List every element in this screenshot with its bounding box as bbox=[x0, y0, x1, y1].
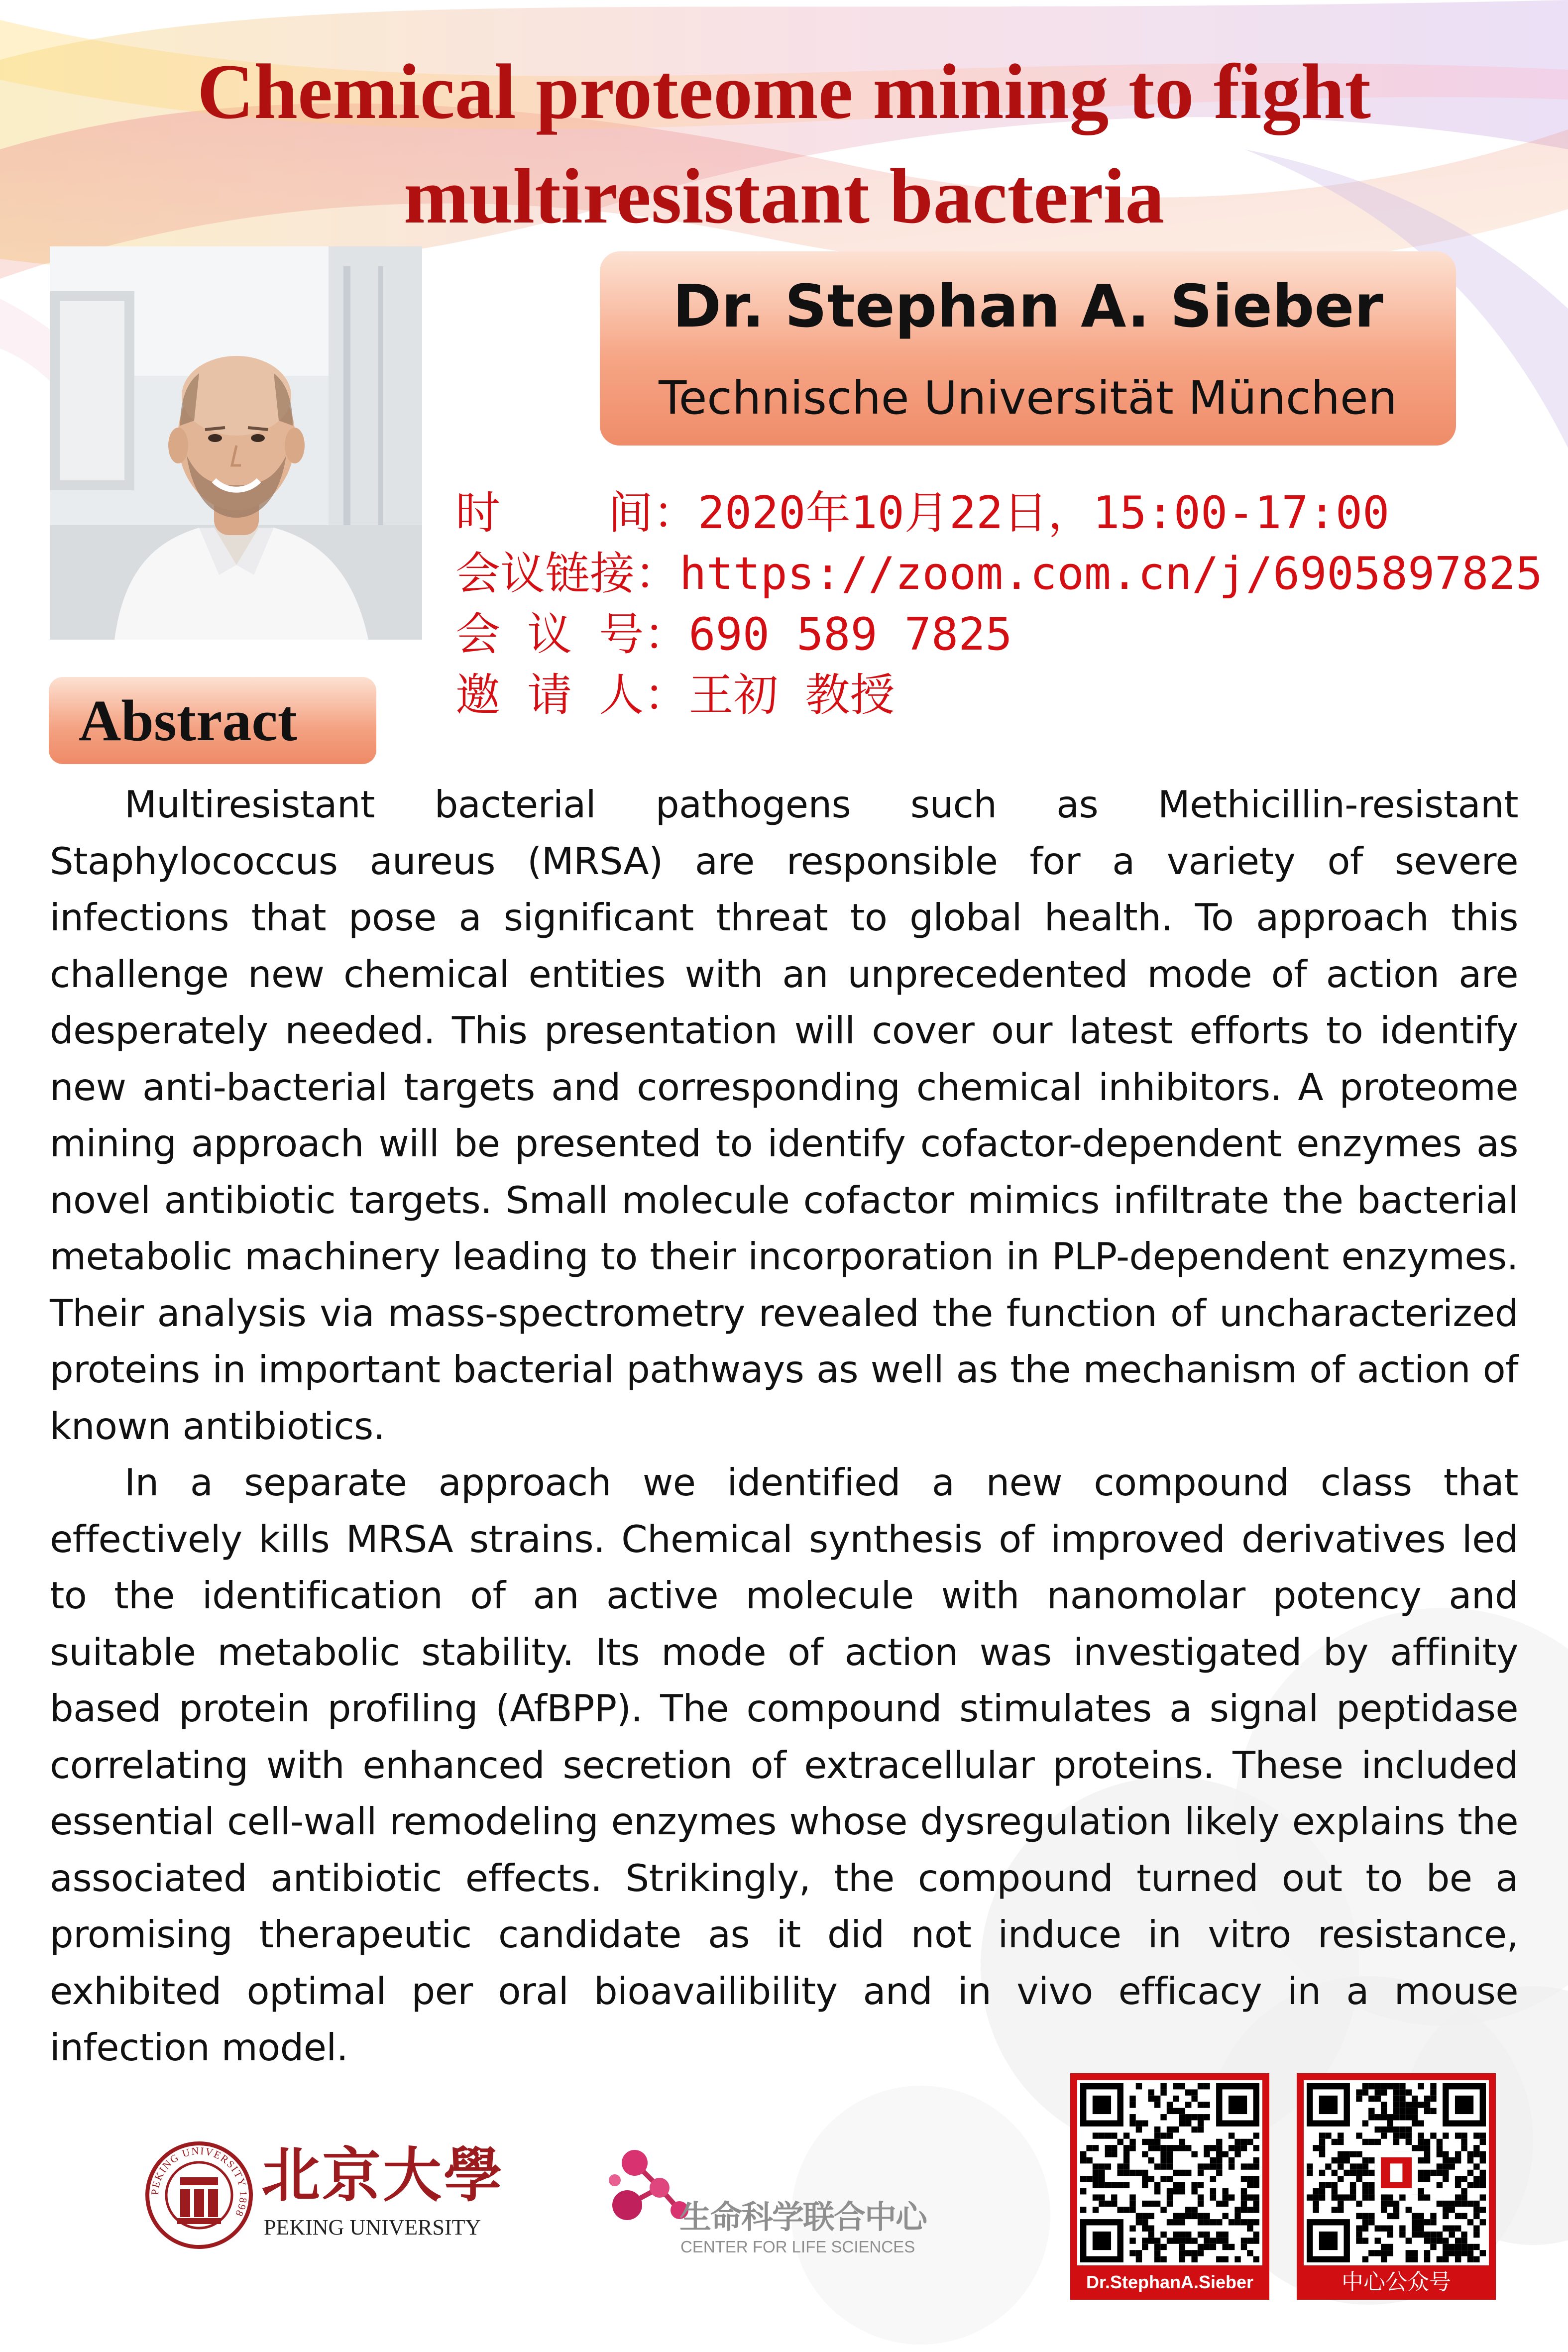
time-value: 2020年10月22日，15:00-17:00 bbox=[697, 487, 1390, 539]
speaker-institution: Technische Universität München bbox=[659, 371, 1397, 425]
meeting-id-label: 会 议 号： bbox=[455, 608, 689, 661]
link-row bbox=[455, 544, 1551, 604]
host-label: 邀 请 人： bbox=[455, 669, 689, 721]
cls-chinese-name: 生命科学联合中心 bbox=[679, 2199, 926, 2236]
pku-english-name: PEKING UNIVERSITY bbox=[264, 2215, 481, 2240]
host-value: 王初 教授 bbox=[688, 669, 895, 721]
meeting-link[interactable]: https://zoom.com.cn/j/6905897825 bbox=[679, 548, 1543, 600]
speaker-name: Dr. Stephan A. Sieber bbox=[672, 272, 1383, 340]
center-qr-card[interactable] bbox=[1297, 2073, 1496, 2300]
abstract-heading: Abstract bbox=[49, 677, 376, 764]
qr-code-icon bbox=[1080, 2083, 1259, 2262]
meeting-id-value: 690 589 7825 bbox=[688, 608, 1012, 661]
center-qr-code[interactable] bbox=[1304, 2080, 1489, 2265]
speaker-box bbox=[600, 251, 1456, 446]
speaker-photo bbox=[50, 246, 422, 640]
speaker-portrait-icon bbox=[50, 246, 422, 640]
svg-text:PEKING UNIVERSITY 1898: PEKING UNIVERSITY 1898 bbox=[148, 2144, 250, 2219]
abstract-paragraph-2: In a separate approach we identified a new compound class that effectively kills MRSA strains. Chemical synthesis of improved derivatives led to the identification of an active molecule with nanomolar potency and suitable metabolic stability. Its mode of action was investigated by affinity based protein profiling (AfBPP). The compound stimulates a signal peptidase correlating with enhanced secretion of extracellular proteins. These included essential cell-wall remodeling enzymes whose dysregulation likely explains the associated antibiotic effects. Strikingly, the compound turned out to be a promising therapeutic candidate as it did not induce in vitro resistance, exhibited optimal per oral bioavailibility and in vivo efficacy in a mouse infection model. bbox=[50, 1460, 1518, 2069]
title-line-2: multiresistant bacteria bbox=[403, 153, 1165, 240]
host-row bbox=[455, 665, 1551, 726]
abstract-body bbox=[50, 777, 1518, 2076]
speaker-qr-card[interactable] bbox=[1070, 2073, 1269, 2300]
time-label: 时 间： bbox=[455, 487, 698, 539]
pku-chinese-name: 北京大學 bbox=[261, 2140, 505, 2210]
molecule-logo-icon bbox=[605, 2140, 689, 2235]
cls-english-name: CENTER FOR LIFE SCIENCES bbox=[680, 2238, 915, 2256]
link-label: 会议链接： bbox=[455, 548, 679, 600]
qr-code-icon bbox=[1307, 2083, 1486, 2262]
center-for-life-sciences-logo bbox=[605, 2140, 963, 2260]
abstract-paragraph-1: Multiresistant bacterial pathogens such as Methicillin-resistant Staphylococcus aureus (MRSA) are responsible for a variety of severe infections that pose a significant threat to global health. To approach this challenge new chemical entities with an unprecedented mode of action are desperately needed. This presentation will cover our latest efforts to identify new anti-bacterial targets and corresponding chemical inhibitors. A proteome mining approach will be presented to identify cofactor-dependent enzymes as novel antibiotic targets. Small molecule cofactor mimics infiltrate the bacterial metabolic machinery leading to their incorporation in PLP-dependent enzymes. Their analysis via mass-spectrometry revealed the function of uncharacterized proteins in important bacterial pathways as well as the mechanism of action of known antibiotics. bbox=[50, 783, 1518, 1448]
page-title bbox=[75, 40, 1493, 249]
speaker-qr-caption: Dr.StephanA.Sieber bbox=[1086, 2272, 1254, 2292]
title-line-1: Chemical proteome mining to fight bbox=[197, 48, 1371, 135]
event-info bbox=[455, 483, 1551, 726]
meeting-id-row bbox=[455, 604, 1551, 665]
pku-seal-icon bbox=[144, 2140, 254, 2250]
speaker-qr-code[interactable] bbox=[1077, 2080, 1262, 2265]
time-row bbox=[455, 483, 1551, 544]
peking-university-logo bbox=[144, 2140, 503, 2250]
center-qr-caption: 中心公众号 bbox=[1342, 2269, 1451, 2295]
